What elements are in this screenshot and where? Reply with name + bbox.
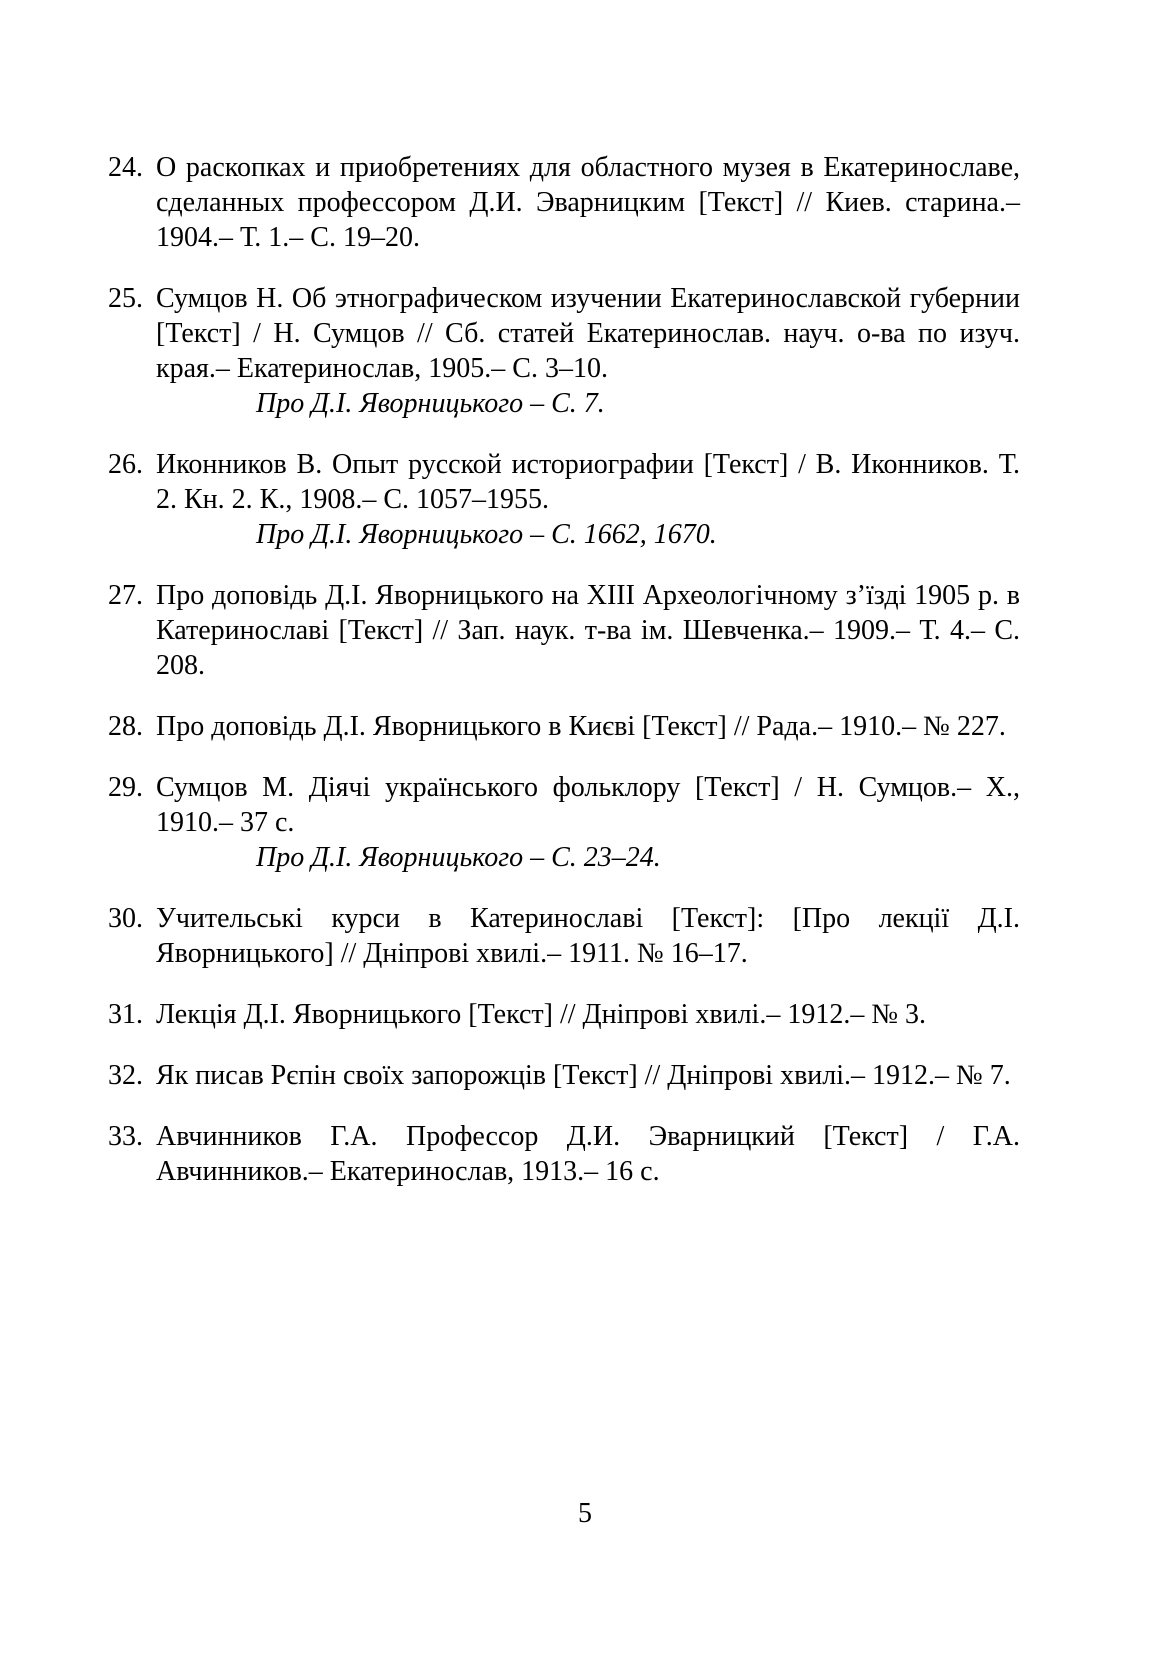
entry-number: 26. bbox=[108, 449, 143, 480]
entry-number: 24. bbox=[108, 152, 143, 183]
bibliography-list bbox=[108, 150, 1020, 1189]
entry-note: Про Д.І. Яворницького – С. 23–24. bbox=[256, 842, 661, 873]
entry-number: 32. bbox=[108, 1060, 143, 1091]
bibliography-entry bbox=[108, 578, 1020, 683]
entry-text: Иконников В. Опыт русской историографии [Текст] / В. Иконников. Т. 2. Кн. 2. К., 1908.– С. 1057–1955. bbox=[156, 449, 1020, 515]
entry-text: Як писав Рєпін своїх запорожців [Текст] // Дніпрові хвилі.– 1912.– № 7. bbox=[156, 1060, 1011, 1091]
entry-number: 25. bbox=[108, 283, 143, 314]
bibliography-entry bbox=[108, 997, 1020, 1032]
entry-note: Про Д.І. Яворницького – С. 1662, 1670. bbox=[256, 519, 717, 550]
entry-text: Лекція Д.І. Яворницького [Текст] // Дніпрові хвилі.– 1912.– № 3. bbox=[156, 999, 927, 1030]
bibliography-entry bbox=[108, 447, 1020, 552]
entry-number: 28. bbox=[108, 711, 143, 742]
entry-text: О раскопках и приобретениях для областного музея в Екатеринославе, сделанных профессором Д.И. Эварницким [Текст] // Киев. старина.– 1904.– Т. 1.– С. 19–20. bbox=[156, 152, 1020, 253]
entry-text: Авчинников Г.А. Профессор Д.И. Эварницкий [Текст] / Г.А. Авчинников.– Екатеринослав, 1913.– 16 с. bbox=[156, 1121, 1020, 1187]
entry-note: Про Д.І. Яворницького – С. 7. bbox=[256, 388, 605, 419]
entry-number: 27. bbox=[108, 580, 143, 611]
bibliography-entry bbox=[108, 709, 1020, 744]
bibliography-entry bbox=[108, 1119, 1020, 1189]
entry-text: Про доповідь Д.І. Яворницького в Києві [Текст] // Рада.– 1910.– № 227. bbox=[156, 711, 1006, 742]
entry-text: Про доповідь Д.І. Яворницького на XIII Археологічному з’їзді 1905 р. в Катеринославі [Текст] // Зап. наук. т-ва ім. Шевченка.– 1909.– Т. 4.– С. 208. bbox=[156, 580, 1020, 681]
entry-text: Сумцов М. Діячі українського фольклору [Текст] / Н. Сумцов.– Х., 1910.– 37 с. bbox=[156, 772, 1020, 838]
bibliography-entry bbox=[108, 1058, 1020, 1093]
entry-number: 33. bbox=[108, 1121, 143, 1152]
bibliography-entry bbox=[108, 901, 1020, 971]
entry-number: 31. bbox=[108, 999, 143, 1030]
bibliography-entry bbox=[108, 770, 1020, 875]
bibliography-entry bbox=[108, 150, 1020, 255]
page-number: 5 bbox=[578, 1498, 592, 1529]
entry-text: Учительські курси в Катеринославі [Текст]: [Про лекції Д.І. Яворницького] // Дніпрові хвилі.– 1911. № 16–17. bbox=[156, 903, 1020, 969]
entry-number: 29. bbox=[108, 772, 143, 803]
entry-number: 30. bbox=[108, 903, 143, 934]
bibliography-entry bbox=[108, 281, 1020, 421]
entry-text: Сумцов Н. Об этнографическом изучении Екатеринославской губернии [Текст] / Н. Сумцов // Сб. статей Екатеринослав. науч. о-ва по изуч. края.– Екатеринослав, 1905.– С. 3–10. bbox=[156, 283, 1020, 384]
